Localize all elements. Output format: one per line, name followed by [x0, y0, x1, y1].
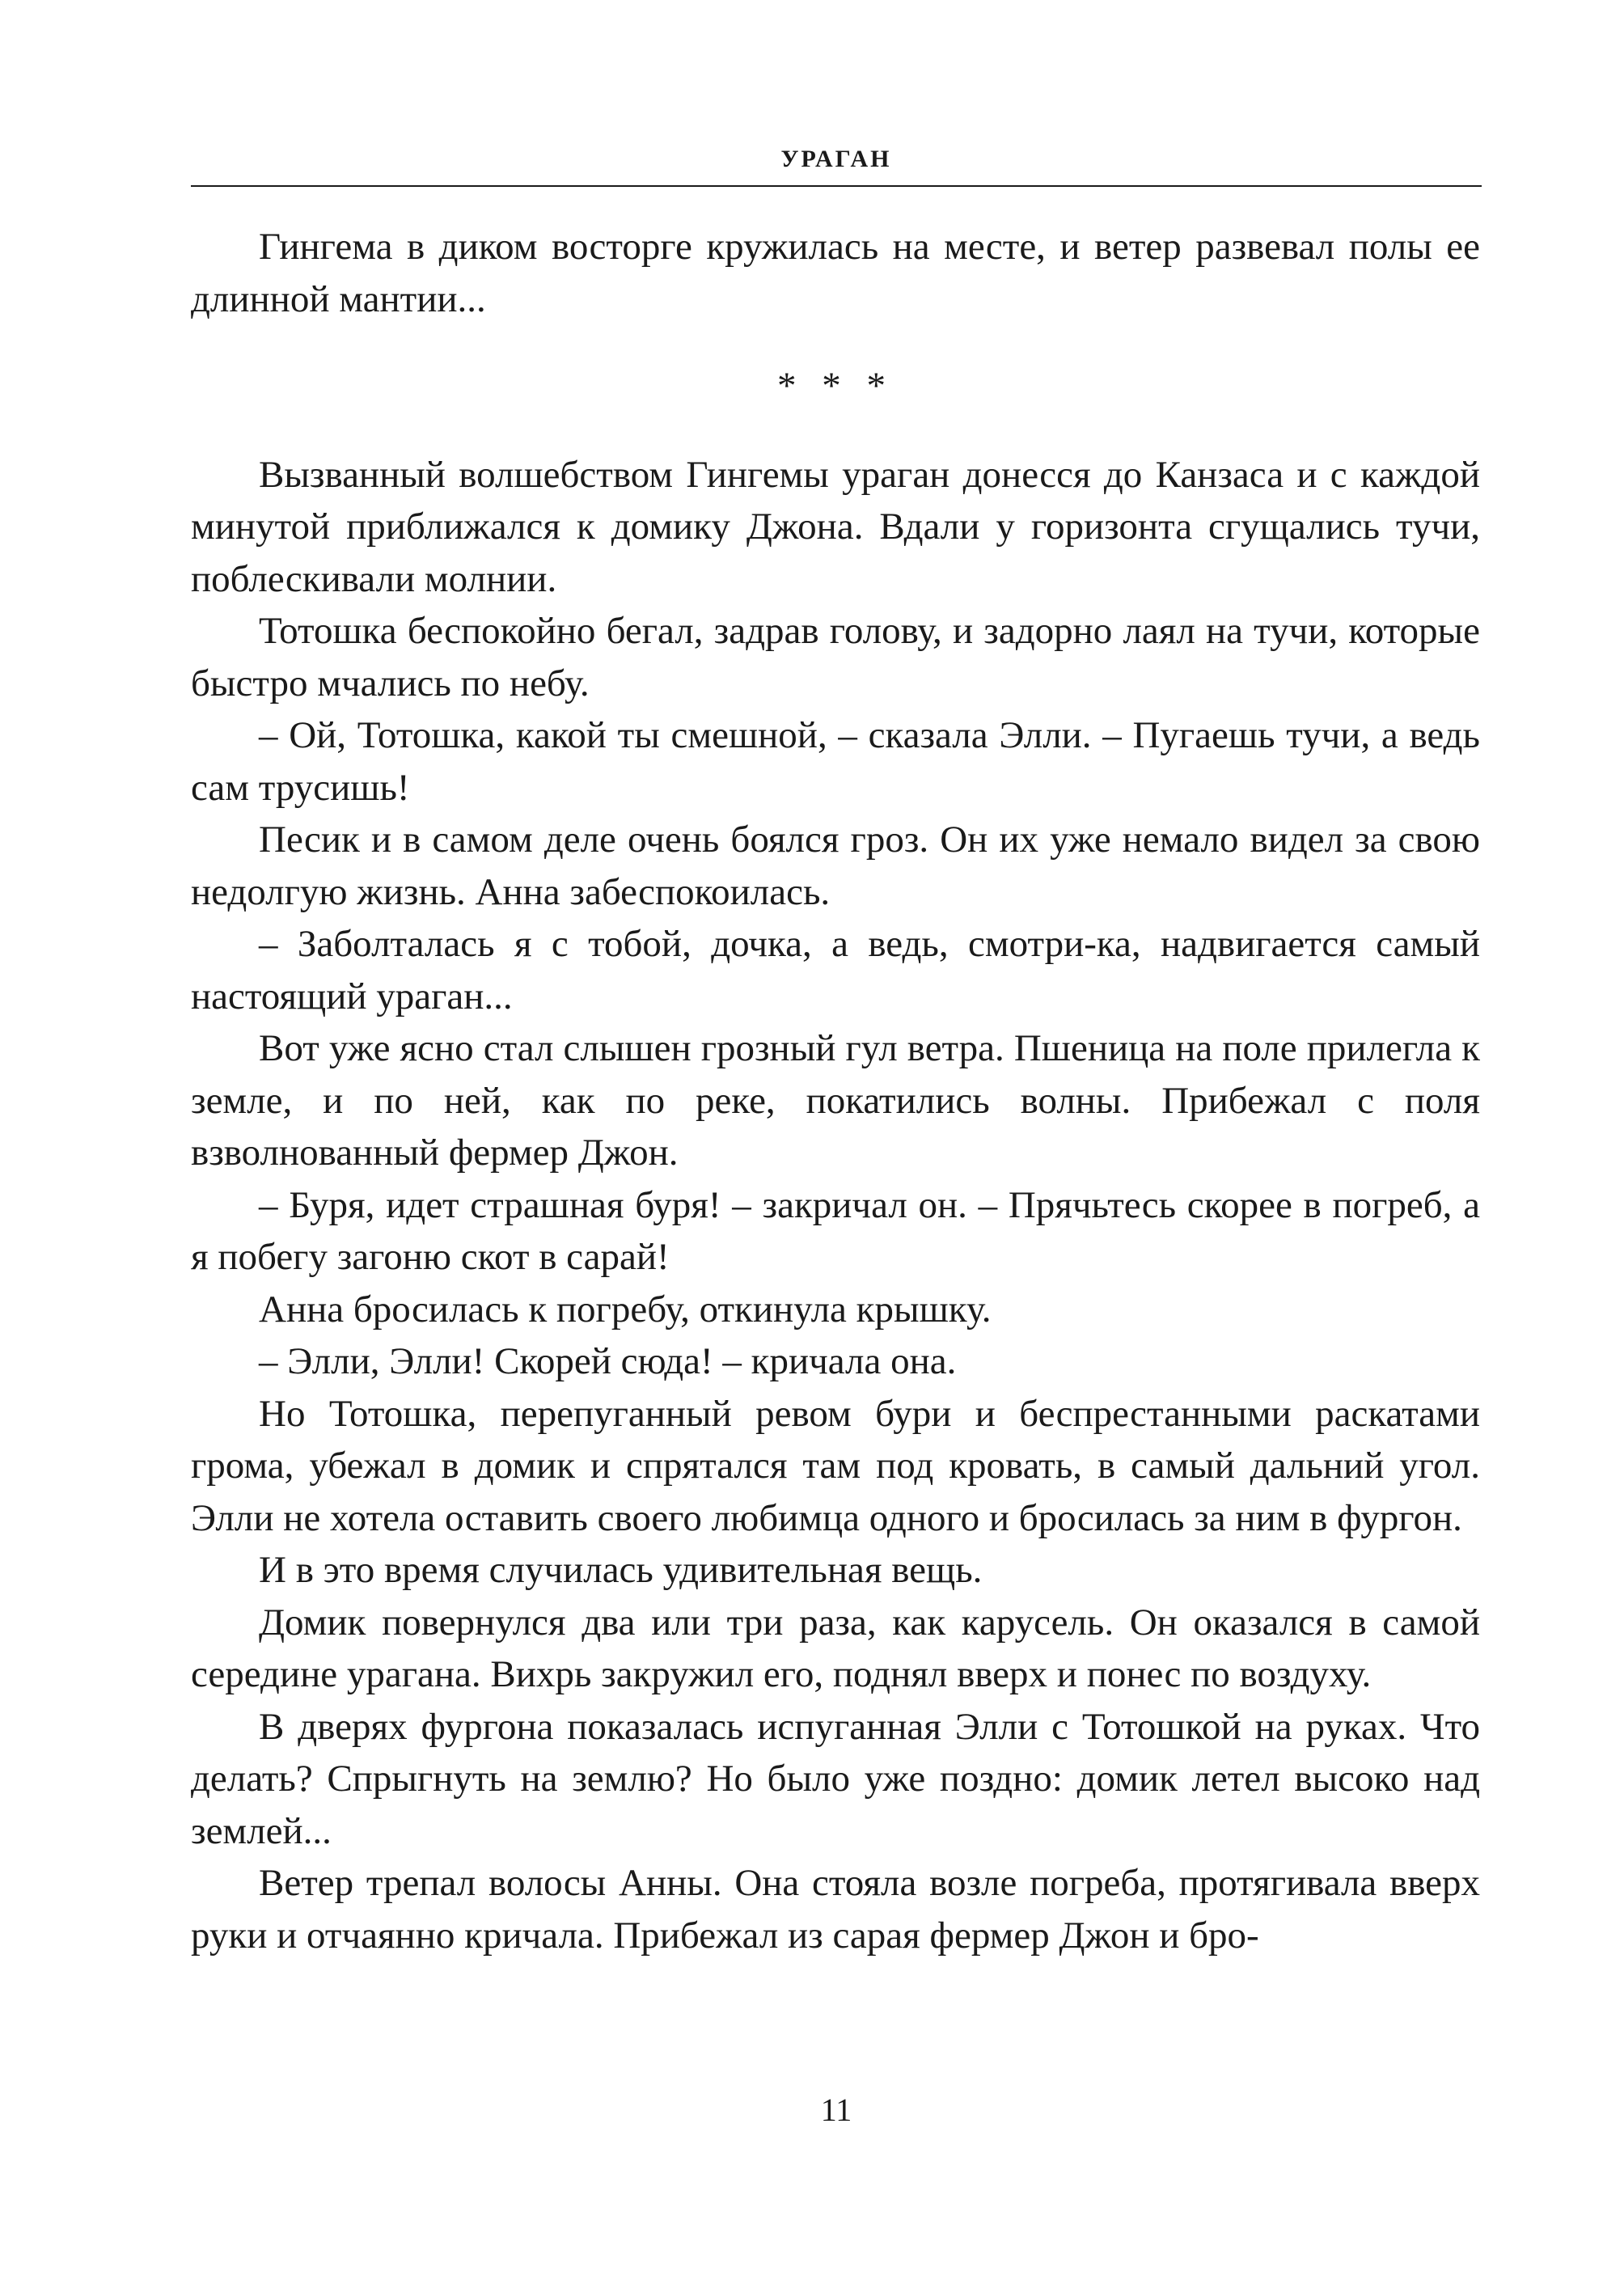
dialogue-paragraph: – Элли, Элли! Скорей сюда! – кричала она.	[259, 1340, 957, 1382]
paragraph: Песик и в самом деле очень боялся гроз. Он их уже немало видел за свою недолгую жизнь. Анна забеспокоилась.	[191, 819, 1480, 913]
paragraph: Домик повернулся два или три раза, как карусель. Он оказался в самой середине урагана. Вихрь закружил его, поднял вверх и понес по воздуху.	[191, 1601, 1480, 1695]
section-break: * * *	[777, 365, 894, 407]
paragraph: И в это время случилась удивительная вещь.	[259, 1549, 983, 1591]
paragraph: Гингема в диком восторге кружилась на месте, и ветер развевал полы ее длинной мантии...	[191, 226, 1480, 320]
dialogue-paragraph: – Ой, Тотошка, какой ты смешной, – сказала Элли. – Пугаешь тучи, а ведь сам трусишь!	[191, 714, 1480, 809]
paragraph: В дверях фургона показалась испуганная Элли с Тотошкой на руках. Что делать? Спрыгнуть на землю? Но было уже поздно: домик летел высоко над землей...	[191, 1705, 1480, 1852]
dialogue-paragraph: – Буря, идет страшная буря! – закричал он. – Прячьтесь скорее в погреб, а я побегу загоню скот в сарай!	[191, 1183, 1480, 1278]
body-text	[191, 221, 1480, 1961]
paragraph: Но Тотошка, перепуганный ревом бури и беспрестанными раскатами грома, убежал в домик и спрятался там под кровать, в самый дальний угол. Элли не хотела оставить своего любимца одного и бросилась за ним в фургон.	[191, 1392, 1480, 1539]
dialogue-paragraph: – Заболталась я с тобой, дочка, а ведь, смотри-ка, надвигается самый настоящий ураган...	[191, 923, 1480, 1017]
paragraph: Тотошка беспокойно бегал, задрав голову, и задорно лаял на тучи, которые быстро мчались по небу.	[191, 610, 1480, 704]
page-number: 11	[820, 2092, 852, 2128]
paragraph: Вызванный волшебством Гингемы ураган донесся до Канзаса и с каждой минутой приближался к домику Джона. Вдали у горизонта сгущались тучи, поблескивали молнии.	[191, 453, 1480, 600]
paragraph: Ветер трепал волосы Анны. Она стояла возле погреба, протягивала вверх руки и отчаянно кричала. Прибежал из сарая фермер Джон и бро-	[191, 1862, 1480, 1957]
paragraph: Анна бросилась к погребу, откинула крышку.	[259, 1288, 992, 1331]
header-rule	[191, 185, 1482, 187]
paragraph: Вот уже ясно стал слышен грозный гул ветра. Пшеница на поле прилегла к земле, и по ней, как по реке, покатились волны. Прибежал с поля взволнованный фермер Джон.	[191, 1027, 1480, 1174]
running-title: УРАГАН	[780, 146, 892, 172]
